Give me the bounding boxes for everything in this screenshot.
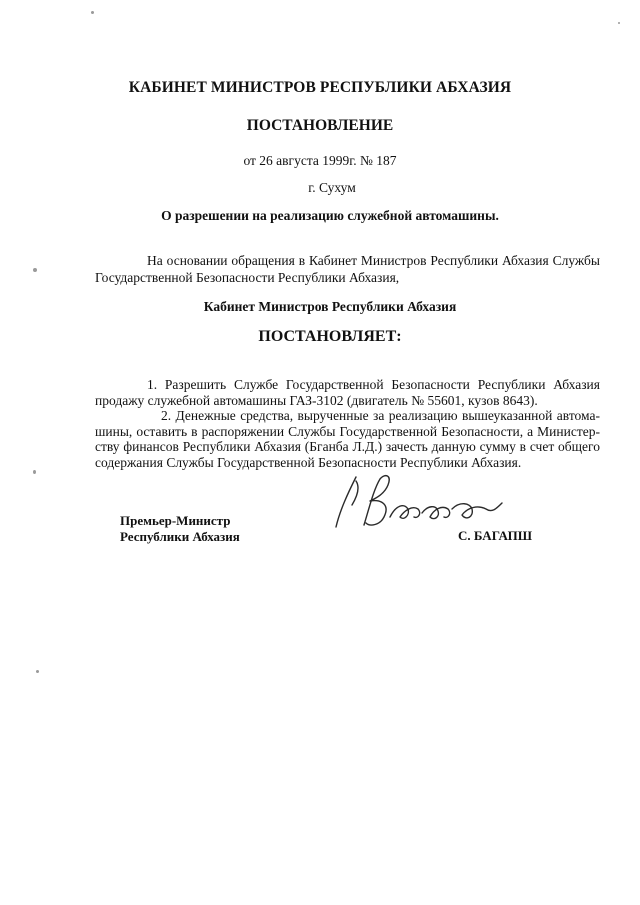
scan-speck: [33, 268, 37, 272]
preamble-paragraph: На основании обращения в Кабинет Министров Республики Абхазия Службы Государственной Безопасности Республики Абхазия,: [95, 253, 600, 285]
scan-speck: [618, 22, 620, 24]
scan-speck: [33, 470, 36, 474]
clause-1: 1. Разрешить Службе Государственной Безопасности Республики Абхазия продажу служебной автомашины ГАЗ-3102 (двигатель № 55601, кузов 8643).: [95, 377, 600, 408]
scan-speck: [91, 11, 94, 14]
handwritten-signature: [330, 465, 530, 535]
issuer-line: Кабинет Министров Республики Абхазия: [203, 299, 457, 314]
document-type-heading: ПОСТАНОВЛЕНИЕ: [246, 117, 394, 134]
document-date-number: от 26 августа 1999г. № 187: [243, 153, 397, 168]
organization-title: КАБИНЕТ МИНИСТРОВ РЕСПУБЛИКИ АБХАЗИЯ: [128, 79, 512, 96]
clause-2: 2. Денежные средства, вырученные за реализацию вышеуказанной автома-шины, оставить в распоряжении Службы Государственной Безопасности, а Министер-ству финансов Республики Абхазия (Бганба Л.Д.) зачесть данную сумму в счет общего содержания Службы Государственной Безопасности Республики Абхазия.: [95, 408, 600, 470]
signatory-role: [120, 513, 240, 545]
decree-heading: ПОСТАНОВЛЯЕТ:: [258, 328, 402, 345]
document-city: г. Сухум: [308, 180, 356, 195]
signatory-role-line-2: Республики Абхазия: [120, 529, 240, 544]
scan-speck: [36, 670, 39, 673]
signatory-role-line-1: Премьер-Министр: [120, 513, 231, 528]
clauses-list: [95, 377, 600, 470]
document-subject: О разрешении на реализацию служебной автомашины.: [161, 208, 499, 223]
signatory-name: С. БАГАПШ: [458, 528, 533, 543]
